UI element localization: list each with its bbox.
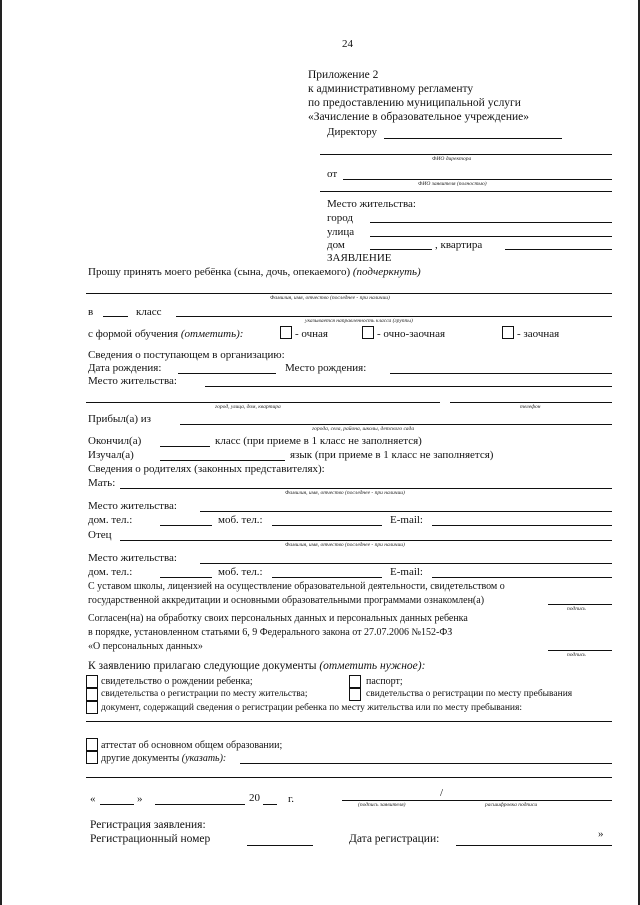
address-caption: город, улица, дом, квартира	[215, 404, 281, 410]
street-label: улица	[327, 226, 355, 238]
form-title: ЗАЯВЛЕНИЕ	[327, 252, 392, 264]
option-part-time: - очно-заочная	[377, 328, 446, 340]
mother-home-phone-label: дом. тел.:	[88, 514, 133, 526]
arrived-field[interactable]	[180, 424, 612, 425]
doc-reg-doc: документ, содержащий сведения о регистрации ребенка по месту жительства или по месту пребывания:	[101, 703, 523, 713]
checkbox-distance[interactable]	[502, 326, 514, 339]
birth-date-label: Дата рождения:	[88, 362, 162, 374]
director-caption: ФИО директора	[432, 156, 472, 162]
checkbox-other[interactable]	[86, 751, 98, 764]
birth-place-label: Место рождения:	[285, 362, 367, 374]
other-docs-field-line2[interactable]	[86, 777, 612, 778]
date-quote-close: »	[137, 793, 143, 805]
child-name-caption: Фамилия, имя, отчество (последнее - при наличии)	[270, 295, 390, 301]
reg-date-label: Дата регистрации:	[349, 833, 440, 845]
father-mobile-label: моб. тел.:	[218, 566, 263, 578]
checkbox-reg-stay[interactable]	[349, 688, 361, 701]
city-field[interactable]	[370, 222, 612, 223]
mother-email-field[interactable]	[432, 525, 612, 526]
studied-note: язык (при приеме в 1 класс не заполняется)	[290, 449, 494, 461]
checkbox-reg-residence[interactable]	[86, 688, 98, 701]
child-address-line[interactable]	[86, 402, 440, 403]
header-line1: Приложение 2	[308, 69, 379, 81]
mother-name-caption: Фамилия, имя, отчество (последнее - при наличии)	[285, 490, 405, 496]
studied-field[interactable]	[160, 460, 285, 461]
data-consent-signature-field[interactable]	[548, 650, 612, 651]
data-consent-line2: в порядке, установленном статьями 6, 9 Федерального закона от 27.07.2006 №152-ФЗ	[88, 627, 453, 638]
info-title: Сведения о поступающем в организацию:	[88, 349, 285, 361]
signature-field[interactable]	[342, 800, 612, 801]
date-day-field[interactable]	[100, 804, 134, 805]
child-residence-label: Место жительства:	[88, 375, 177, 387]
mother-residence-field[interactable]	[200, 511, 612, 512]
checkbox-part-time[interactable]	[362, 326, 374, 339]
date-month-field[interactable]	[155, 804, 245, 805]
option-full-time: - очная	[295, 328, 328, 340]
from-field-line2[interactable]	[320, 191, 612, 192]
father-email-label: E-mail:	[390, 566, 423, 578]
father-residence-field[interactable]	[200, 563, 612, 564]
graduated-label: Окончил(а)	[88, 435, 142, 447]
doc-reg-stay: свидетельства о регистрации по месту пребывания	[366, 689, 573, 699]
reg-number-field[interactable]	[247, 845, 313, 846]
class-number-field[interactable]	[103, 316, 128, 317]
phone-caption: телефон	[520, 404, 541, 410]
residence-label: Место жительства:	[327, 198, 416, 210]
from-caption: ФИО заявителя (полностью)	[418, 181, 487, 187]
charter-signature-field[interactable]	[548, 604, 612, 605]
date-year-field[interactable]	[263, 804, 277, 805]
father-label: Отец	[88, 529, 112, 541]
checkbox-passport[interactable]	[349, 675, 361, 688]
checkbox-birth-cert[interactable]	[86, 675, 98, 688]
checkbox-reg-doc[interactable]	[86, 701, 98, 714]
father-name-field[interactable]	[120, 540, 612, 541]
mother-label: Мать:	[88, 477, 116, 489]
mother-name-field[interactable]	[120, 488, 612, 489]
father-residence-label: Место жительства:	[88, 552, 177, 564]
registration-label: Регистрация заявления:	[90, 819, 206, 831]
arrived-caption: города, села, района, школы, детского сада	[312, 426, 415, 432]
doc-passport: паспорт;	[366, 676, 403, 687]
father-email-field[interactable]	[432, 577, 612, 578]
parents-title: Сведения о родителях (законных представителях):	[88, 463, 325, 475]
reg-number-label: Регистрационный номер	[90, 833, 211, 845]
director-name-line[interactable]	[320, 154, 612, 155]
reg-doc-field[interactable]	[86, 721, 612, 722]
child-residence-field[interactable]	[205, 386, 612, 387]
header-line2: к административному регламенту	[308, 83, 474, 95]
class-caption: указывается направленность класса (группы)	[305, 318, 413, 324]
date-quote-open: «	[90, 793, 96, 805]
header-line4: «Зачисление в образовательное учреждение»	[308, 111, 529, 123]
mother-email-label: E-mail:	[390, 514, 423, 526]
from-field[interactable]	[343, 179, 612, 180]
data-consent-signature-caption: подпись	[567, 652, 586, 658]
arrived-label: Прибыл(а) из	[88, 413, 151, 425]
graduated-note: класс (при приеме в 1 класс не заполняется)	[215, 435, 422, 447]
studied-label: Изучал(а)	[88, 449, 134, 461]
date-year-suffix: г.	[288, 793, 295, 805]
request-text: Прошу принять моего ребёнка (сына, дочь, опекаемого) (подчеркнуть)	[88, 266, 421, 278]
class-direction-field[interactable]	[176, 316, 612, 317]
house-label: дом	[327, 239, 345, 251]
signature-slash: /	[440, 787, 444, 799]
doc-attestat: аттестат об основном общем образовании;	[101, 740, 283, 751]
from-label: от	[327, 168, 338, 180]
doc-other: другие документы (указать):	[101, 753, 227, 764]
apartment-field[interactable]	[505, 249, 612, 250]
street-field[interactable]	[370, 236, 612, 237]
in-label: в	[88, 306, 94, 318]
data-consent-line3: «О персональных данных»	[88, 641, 203, 652]
checkbox-attestat[interactable]	[86, 738, 98, 751]
checkbox-full-time[interactable]	[280, 326, 292, 339]
father-name-caption: Фамилия, имя, отчество (последнее - при наличии)	[285, 542, 405, 548]
house-field[interactable]	[370, 249, 432, 250]
other-docs-field[interactable]	[240, 763, 612, 764]
doc-reg-residence: свидетельства о регистрации по месту жительства;	[101, 689, 308, 699]
father-home-phone-label: дом. тел.:	[88, 566, 133, 578]
graduated-field[interactable]	[160, 446, 210, 447]
decode-caption: расшифровка подписи	[485, 802, 538, 808]
charter-text-line2: государственной аккредитации и основными образовательными программами ознакомлен(а)	[88, 595, 485, 606]
city-label: город	[327, 212, 354, 224]
date-year-prefix: 20	[249, 792, 260, 804]
option-distance: - заочная	[517, 328, 560, 340]
director-field[interactable]	[384, 138, 562, 139]
mother-mobile-label: моб. тел.:	[218, 514, 263, 526]
charter-text-line1: С уставом школы, лицензией на осуществление образовательной деятельности, свидетельством о	[88, 581, 505, 592]
doc-birth-cert: свидетельство о рождении ребенка;	[101, 676, 253, 687]
mother-mobile-field[interactable]	[272, 525, 382, 526]
mother-residence-label: Место жительства:	[88, 500, 177, 512]
birth-date-field[interactable]	[178, 373, 276, 374]
father-mobile-field[interactable]	[272, 577, 382, 578]
data-consent-line1: Согласен(на) на обработку своих персональных данных и персональных данных ребенка	[88, 613, 468, 624]
study-form-label: с формой обучения (отметить):	[88, 328, 244, 340]
reg-date-quote: »	[598, 828, 604, 840]
class-label: класс	[136, 306, 162, 318]
director-label: Директору	[327, 126, 377, 138]
father-home-phone-field[interactable]	[160, 577, 212, 578]
signature-caption: (подпись заявителя)	[358, 802, 406, 808]
birth-place-field[interactable]	[390, 373, 612, 374]
documents-title: К заявлению прилагаю следующие документы (отметить нужное):	[88, 660, 426, 672]
charter-signature-caption: подпись	[567, 606, 586, 612]
page-number: 24	[342, 38, 353, 50]
child-name-field[interactable]	[86, 293, 612, 294]
scan-edge-left	[0, 0, 2, 905]
mother-home-phone-field[interactable]	[160, 525, 212, 526]
header-line3: по предоставлению муниципальной услуги	[308, 97, 521, 109]
apartment-label: , квартира	[435, 239, 483, 251]
reg-date-field[interactable]	[456, 845, 612, 846]
child-phone-line[interactable]	[450, 402, 612, 403]
